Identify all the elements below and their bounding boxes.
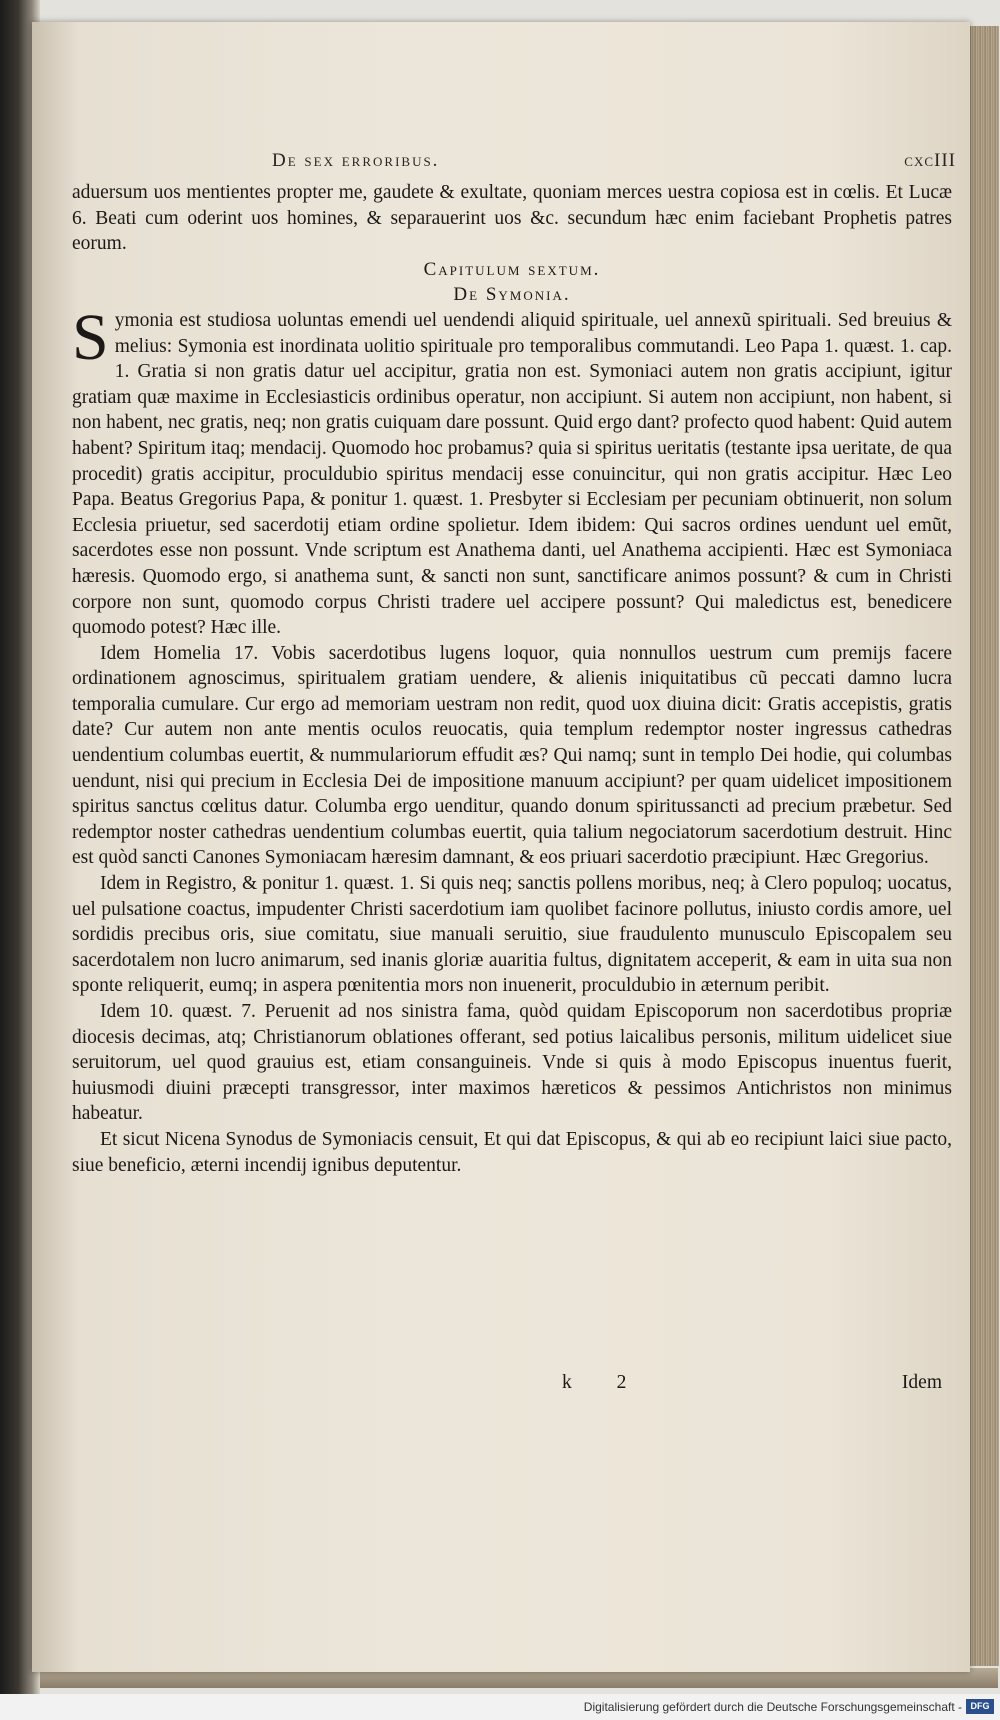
drop-cap: S (72, 300, 109, 374)
credit-bar (0, 1694, 1000, 1720)
page-footer (72, 1372, 952, 1400)
page-text (72, 180, 952, 1178)
running-title: De sex erroribus. (272, 150, 440, 171)
paragraph-decimas: Idem 10. quæst. 7. Peruenit ad nos sinistra fama, quòd quidam Episcoporum non sacerdotibus propriæ diocesis decimas, atq; Christianorum oblationes offerant, sed potius laicalibus personis, militum uidelicet siue seruitorum, uel quod grauius est, etiam consanguineis. Vnde si quis à modo Episcopus inuentus fuerit, huiusmodi diuini præcepti transgressor, inter maximos hæreticos & pessimos Antichristos non minimus habeatur. (72, 1001, 952, 1125)
page-fore-edge (966, 26, 999, 1666)
intro-paragraph: aduersum uos mentientes propter me, gaudete & exultate, quoniam merces uestra copiosa est in cœlis. Et Lucæ 6. Beati cum oderint uos homines, & separauerint uos &c. secundum hæc enim faciebant Prophetis patres eorum. (72, 182, 952, 255)
paragraph-registro: Idem in Registro, & ponitur 1. quæst. 1. Si quis neq; sanctis pollens moribus, neq; à Clero populoq; uocatus, uel pulsatione coactus, impudenter Christi sacerdotium iam quolibet facinore pollutus, iniusto cordis amore, uel sordidis precibus oris, siue comitatu, siue manuali seruitio, siue fraudulento munusculo Episcopalem seu sacerdotalem non lucro animarum, sed inanis gloriæ auaritia fultus, dignitatem acceperit, & eam in uita sua non sponte reliquerit, eumq; in aspera pœnitentia mors non inuenerit, proculdubio in æternum peribit. (72, 873, 952, 997)
catchword: Idem (901, 1372, 942, 1393)
paragraph-symonia-definition-text: ymonia est studiosa uoluntas emendi uel uendendi aliquid spirituale, uel annexũ spirituali. Sed breuius & melius: Symonia est inordinata uolitio spirituale pro temporalibus commutandi. Leo Papa 1. quæst. 1. cap. 1. Gratia si non gratis datur uel accipitur, gratia non est. Symoniaci autem non gratis accipiunt, igitur gratiam quæ maxime in Ecclesiasticis ordinibus operatur, non accipiunt. Si autem non accipiunt, non habent, si non habent, nec gratis, neq; non gratis cuiquam dare possunt. Quid ergo dant? profecto quod habent: Quid autem habent? Spiritum itaq; mendacij. Quomodo hoc probamus? quia si spiritus ueritatis (testante ipsa ueritate, de qua procedit) gratis accipitur, proculdubio spiritus mendacij esse conuincitur, qui non gratis accipitur. Hæc Leo Papa. Beatus Gregorius Papa, & ponitur 1. quæst. 1. Presbyter si Ecclesiam per pecuniam obtinuerit, non solum Ecclesia priuetur, sed sacerdotij etiam ordine spolietur. Idem ibidem: Qui sacros ordines uendunt uel emũt, sacerdotes esse non possunt. Vnde scriptum est Anathema danti, uel Anathema accipienti. Hæc est Symoniaca hæresis. Quomodo ergo, si anathema sunt, & sancti non sunt, sanctificare animos possunt? & cum in Christi corpore non sunt, quomodo corpus Christi tradere uel accipere possunt? Qui maledictus est, benedicere quomodo potest? Hæc ille. (72, 309, 952, 639)
paragraph-homelia: Idem Homelia 17. Vobis sacerdotibus lugens loquor, quia nonnullos uestrum cum premijs facere ordinationem agnoscimus, spiritualem gratiam uendere, & alienis iniquitatibus cũ peccati damno lucra temporalia cumulare. Cur ergo ad memoriam uestram non redit, quod uox diuina dicit: Gratis accepistis, gratis date? Cur autem non ante mentis oculos reuocatis, quia templum redemptor noster ingressus cathedras uendentium columbas euertit, & nummulariorum effudit æs? Qui namq; sunt in templo Dei hodie, qui columbas uendunt, nisi qui precium in Ecclesia Dei de impositione manuum accipiunt? per quam uidelicet impositionem spiritus sanctus cœlitus datur. Columba ergo uenditur, quando donum spiritussancti ad precium præbetur. Sed redemptor noster cathedras uendentium columbas euertit, quia talium negociatorum sacerdotium destruit. Hinc est quòd sancti Canones Symoniacam hæresim damnant, & eos priuari sacerdotio præcipiunt. Hæc Gregorius. (72, 642, 952, 869)
signature-mark: k 2 (562, 1372, 647, 1393)
chapter-subject: De Symonia. (453, 284, 571, 306)
chapter-heading: Capitulum sextum. (423, 258, 601, 280)
running-head (62, 150, 970, 178)
book-page (32, 22, 970, 1672)
paragraph-nicena: Et sicut Nicena Synodus de Symoniacis censuit, Et qui dat Episcopus, & qui ab eo recipiunt laici siue pacto, siue beneficio, æterni incendij ignibus deputentur. (72, 1128, 952, 1176)
dfg-logo: DFG (966, 1699, 994, 1714)
paragraph-symonia-definition (72, 300, 952, 641)
folio-number: cxcIII (904, 150, 956, 171)
credit-text: Digitalisierung gefördert durch die Deutsche Forschungsgemeinschaft - (583, 1700, 962, 1714)
